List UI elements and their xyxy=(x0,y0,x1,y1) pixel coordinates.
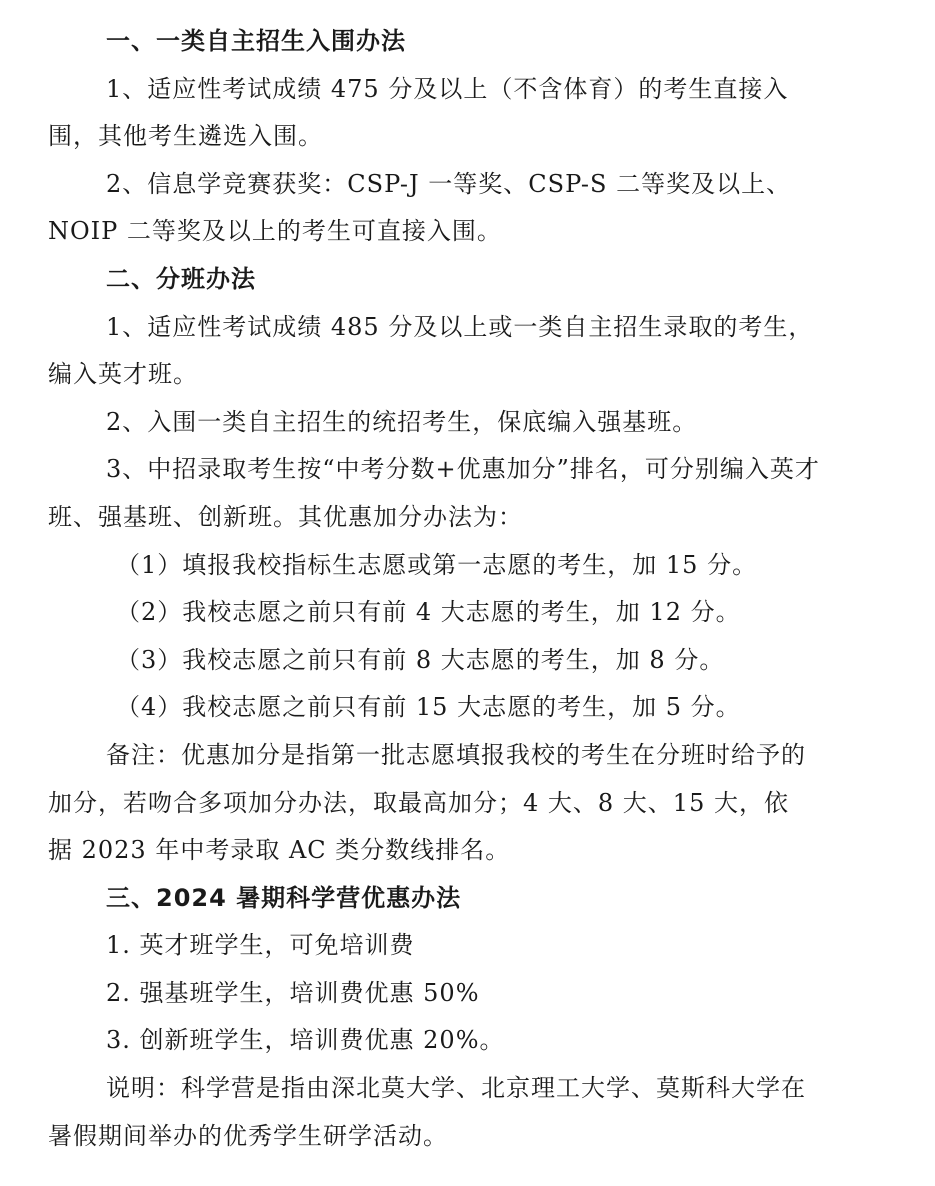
explanation-line: 暑假期间举办的优秀学生研学活动。 xyxy=(48,1121,448,1150)
bonus-rule-item: （4）我校志愿之前只有前 15 大志愿的考生，加 5 分。 xyxy=(116,693,741,722)
paragraph-line: 2、信息学竞赛获奖：CSP-J 一等奖、CSP-S 二等奖及以上、 xyxy=(106,169,792,198)
paragraph-line: 围，其他考生遴选入围。 xyxy=(48,122,323,151)
section-heading-admission: 一、一类自主招生入围办法 xyxy=(106,27,406,55)
list-item: 3. 创新班学生，培训费优惠 20%。 xyxy=(106,1026,505,1055)
paragraph-line: 1、适应性考试成绩 485 分及以上或一类自主招生录取的考生， xyxy=(106,312,814,341)
document-body xyxy=(48,18,818,1160)
paragraph-line: 2、入围一类自主招生的统招考生，保底编入强基班。 xyxy=(106,407,698,436)
paragraph-line: 班、强基班、创新班。其优惠加分办法为： xyxy=(48,502,523,531)
list-item: 1. 英才班学生，可免培训费 xyxy=(106,931,415,960)
note-line: 据 2023 年中考录取 AC 类分数线排名。 xyxy=(48,836,511,865)
paragraph-line: 3、中招录取考生按“中考分数+优惠加分”排名，可分别编入英才 xyxy=(106,455,820,484)
bonus-rule-item: （3）我校志愿之前只有前 8 大志愿的考生，加 8 分。 xyxy=(116,645,725,674)
paragraph-line: 1、适应性考试成绩 475 分及以上（不含体育）的考生直接入 xyxy=(106,74,789,103)
list-item: 2. 强基班学生，培训费优惠 50% xyxy=(106,978,480,1007)
paragraph-line: 编入英才班。 xyxy=(48,360,198,389)
paragraph-line: NOIP 二等奖及以上的考生可直接入围。 xyxy=(48,217,502,246)
note-line: 加分，若吻合多项加分办法，取最高加分；4 大、8 大、15 大，依 xyxy=(48,788,789,817)
bonus-rule-item: （1）填报我校指标生志愿或第一志愿的考生，加 15 分。 xyxy=(116,550,758,579)
explanation-line: 说明：科学营是指由深北莫大学、北京理工大学、莫斯科大学在 xyxy=(106,1074,806,1103)
note-line: 备注：优惠加分是指第一批志愿填报我校的考生在分班时给予的 xyxy=(106,740,806,769)
section-heading-class-placement: 二、分班办法 xyxy=(106,264,256,293)
section-heading-science-camp: 三、2024 暑期科学营优惠办法 xyxy=(106,883,462,912)
bonus-rule-item: （2）我校志愿之前只有前 4 大志愿的考生，加 12 分。 xyxy=(116,598,741,627)
